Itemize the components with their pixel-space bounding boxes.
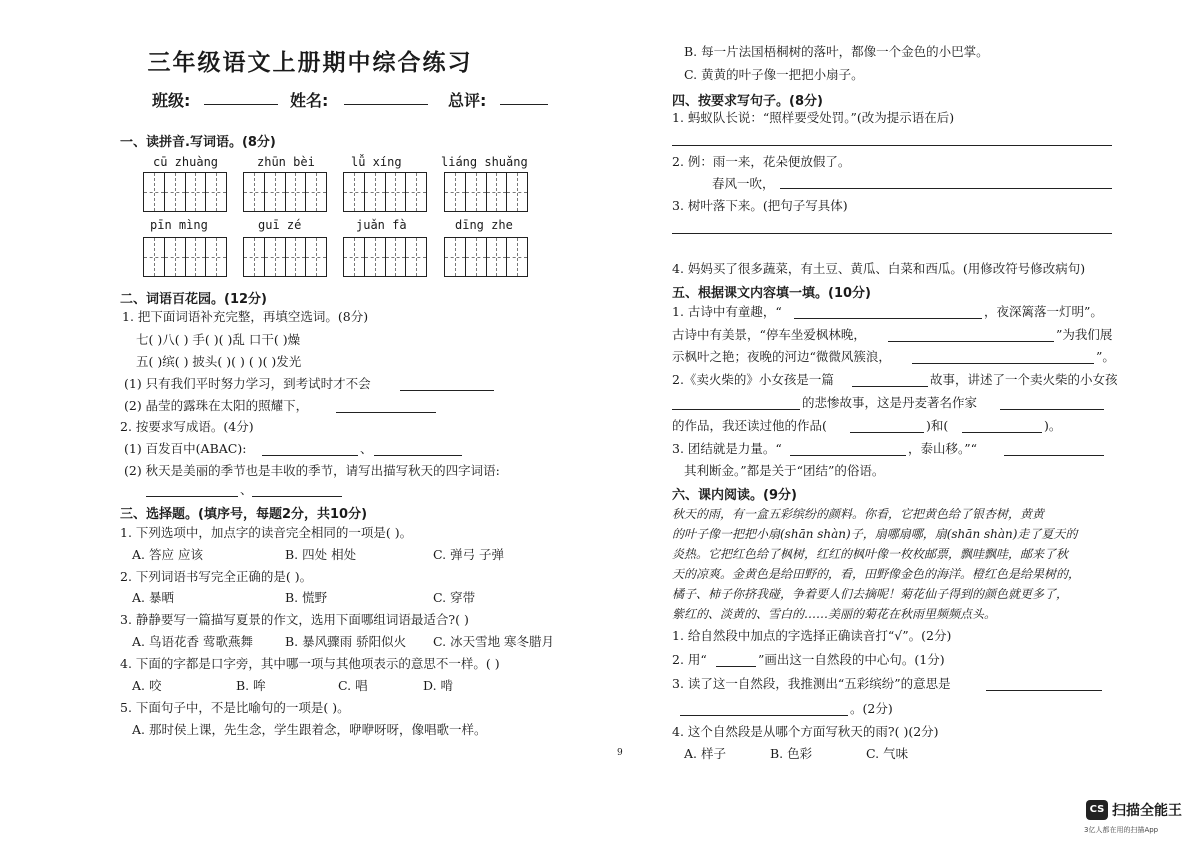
idiom-row[interactable]: 七( )八( ) 手( )( )乱 口干( )燥 xyxy=(136,332,301,347)
section-5-heading: 五、根据课文内容填一填。(10分) xyxy=(672,286,871,301)
question-text: )和( xyxy=(926,418,949,433)
question-text: 古诗中有美景，“停车坐爱枫林晚， xyxy=(672,327,866,342)
question-text: 2.《卖火柴的》小女孩是一篇 xyxy=(672,372,834,387)
answer-blank[interactable] xyxy=(716,650,756,667)
watermark-name: 扫描全能王 xyxy=(1112,803,1182,819)
question-text: ”。 xyxy=(1096,349,1115,364)
answer-blank[interactable] xyxy=(888,325,1054,342)
answer-blank[interactable] xyxy=(1004,439,1104,456)
answer-blank[interactable] xyxy=(850,416,924,433)
option[interactable]: C. 唱 xyxy=(338,678,368,693)
question-text: 2. 例：雨一来，花朵便放假了。 xyxy=(672,154,851,169)
question-text: 1. 把下面词语补充完整，再填空选词。(8分) xyxy=(122,309,369,324)
option[interactable]: C. 黄黄的叶子像一把把小扇子。 xyxy=(684,67,864,82)
separator: 、 xyxy=(360,441,373,456)
answer-blank[interactable] xyxy=(986,674,1102,691)
reading-passage-line: 秋天的雨，有一盒五彩缤纷的颜料。你看，它把黄色给了银杏树，黄黄 xyxy=(672,507,1045,521)
question-text: 4. 下面的字都是口字旁，其中哪一项与其他项表示的意思不一样。( ) xyxy=(120,656,500,671)
pinyin-label: guī zé xyxy=(258,218,302,232)
name-field[interactable] xyxy=(344,86,428,105)
option[interactable]: A. 答应 应该 xyxy=(132,547,203,562)
reading-passage-line: 的叶子像一把把小扇(shān shàn)子，扇哪扇哪，扇(shān shàn)走了夏天的 xyxy=(672,527,1078,541)
writing-grid[interactable] xyxy=(243,237,327,277)
pinyin-label: dīng zhe xyxy=(455,218,513,232)
answer-blank[interactable] xyxy=(680,699,848,716)
question-text: 示枫叶之艳；夜晚的河边“微微风簇浪， xyxy=(672,349,891,364)
answer-line[interactable] xyxy=(672,145,1112,146)
page-title: 三年级语文上册期中综合练习 xyxy=(147,50,473,76)
answer-blank[interactable] xyxy=(1000,393,1104,410)
section-2-heading: 二、词语百花园。(12分) xyxy=(120,292,267,307)
question-text: 3. 静静要写一篇描写夏景的作文，选用下面哪组词语最适合?( ) xyxy=(120,612,469,627)
option[interactable]: C. 穿带 xyxy=(433,590,476,605)
writing-grid[interactable] xyxy=(444,237,528,277)
question-text: 1. 古诗中有童趣，“ xyxy=(672,304,782,319)
name-field-label: 姓名: xyxy=(290,91,329,110)
pinyin-label: pīn mìng xyxy=(150,218,208,232)
question-text: 3. 团结就是力量。“ xyxy=(672,441,782,456)
option[interactable]: A. 那时侯上课，先生念，学生跟着念，咿咿呀呀，像唱歌一样。 xyxy=(132,722,487,737)
question-text: )。 xyxy=(1044,418,1062,433)
section-4-heading: 四、按要求写句子。(8分) xyxy=(672,94,823,109)
reading-passage-line: 橘子、柿子你挤我碰，争着要人们去摘呢！菊花仙子得到的颜色就更多了， xyxy=(672,587,1069,601)
score-field[interactable] xyxy=(500,86,548,105)
section-3-heading: 三、选择题。(填序号，每题2分，共10分) xyxy=(120,507,368,522)
option[interactable]: A. 暴晒 xyxy=(132,590,174,605)
answer-blank[interactable] xyxy=(336,396,436,413)
answer-blank[interactable] xyxy=(912,347,1094,364)
question-text: 的悲惨故事，这是丹麦著名作家 xyxy=(802,395,978,410)
question-text: 1. 下列选项中，加点字的读音完全相同的一项是( )。 xyxy=(120,525,413,540)
question-text: 2. 下列词语书写完全正确的是( )。 xyxy=(120,569,313,584)
answer-blank[interactable] xyxy=(252,480,342,497)
answer-blank[interactable] xyxy=(672,393,800,410)
writing-grid[interactable] xyxy=(143,172,227,212)
writing-grid[interactable] xyxy=(444,172,528,212)
section-1-heading: 一、读拼音.写词语。(8分) xyxy=(120,135,276,150)
pinyin-label: juǎn fà xyxy=(356,218,407,232)
camscanner-logo-icon: CS xyxy=(1086,800,1108,820)
option[interactable]: C. 弹弓 子弹 xyxy=(433,547,505,562)
question-text: (1) 百发百中(ABAC): xyxy=(124,441,247,456)
option[interactable]: B. 慌野 xyxy=(285,590,328,605)
question-text: 2. 用“ xyxy=(672,652,707,667)
option[interactable]: A. 鸟语花香 莺歌燕舞 xyxy=(132,634,253,649)
question-text: 5. 下面句子中，不是比喻句的一项是( )。 xyxy=(120,700,350,715)
option[interactable]: B. 色彩 xyxy=(770,746,813,761)
question-text: 其利断金。”都是关于“团结”的俗语。 xyxy=(684,463,885,478)
question-text: ”画出这一自然段的中心句。(1分) xyxy=(758,652,945,667)
class-field[interactable] xyxy=(204,86,278,105)
pinyin-label: lǚ xíng xyxy=(351,155,402,169)
question-text: ，夜深篱落一灯明”。 xyxy=(984,304,1103,319)
question-text: ”为我们展 xyxy=(1056,327,1113,342)
option[interactable]: A. 咬 xyxy=(132,678,162,693)
answer-line[interactable] xyxy=(672,233,1112,234)
option[interactable]: D. 啃 xyxy=(423,678,454,693)
answer-blank[interactable] xyxy=(400,374,494,391)
class-field-label: 班级: xyxy=(152,91,191,110)
writing-grid[interactable] xyxy=(143,237,227,277)
question-text: 。(2分) xyxy=(850,701,893,716)
question-text: 故事，讲述了一个卖火柴的小女孩 xyxy=(930,372,1118,387)
option[interactable]: B. 暴风骤雨 骄阳似火 xyxy=(285,634,407,649)
question-text: 3. 树叶落下来。(把句子写具体) xyxy=(672,198,848,213)
question-text: ，泰山移。”“ xyxy=(908,441,978,456)
reading-passage-line: 炎热。它把红色给了枫树，红红的枫叶像一枚枚邮票，飘哇飘哇，邮来了秋 xyxy=(672,547,1069,561)
option[interactable]: B. 哞 xyxy=(236,678,266,693)
pinyin-label: cū zhuàng xyxy=(153,155,219,169)
option[interactable]: B. 每一片法国梧桐树的落叶，都像一个金色的小巴掌。 xyxy=(684,44,989,59)
question-text: (2) 秋天是美丽的季节也是丰收的季节，请写出描写秋天的四字词语: xyxy=(124,463,500,478)
idiom-row[interactable]: 五( )缤( ) 披头( )( ) ( )( )发光 xyxy=(136,354,302,369)
writing-grid[interactable] xyxy=(343,237,427,277)
question-text: (2) 晶莹的露珠在太阳的照耀下， xyxy=(124,398,309,413)
answer-blank[interactable] xyxy=(852,370,928,387)
option[interactable]: C. 冰天雪地 寒冬腊月 xyxy=(433,634,555,649)
option[interactable]: B. 四处 相处 xyxy=(285,547,357,562)
writing-grid[interactable] xyxy=(343,172,427,212)
question-text: 3. 读了这一自然段，我推测出“五彩缤纷”的意思是 xyxy=(672,676,951,691)
pinyin-label: liáng shuǎng xyxy=(441,155,528,169)
reading-passage-line: 天的凉爽。金黄色是给田野的，看，田野像金色的海洋。橙红色是给果树的， xyxy=(672,567,1081,581)
question-text: (1) 只有我们平时努力学习，到考试时才不会 xyxy=(124,376,371,391)
pinyin-label: zhūn bèi xyxy=(257,155,315,169)
answer-line[interactable] xyxy=(780,188,1112,189)
question-text: 2. 按要求写成语。(4分) xyxy=(120,419,254,434)
question-text: 春风一吹， xyxy=(712,176,775,191)
page-number: 9 xyxy=(617,748,623,758)
question-text: 4. 妈妈买了很多蔬菜，有土豆、黄瓜、白菜和西瓜。(用修改符号修改病句) xyxy=(672,261,1086,276)
writing-grid[interactable] xyxy=(243,172,327,212)
question-text: 1. 给自然段中加点的字选择正确读音打“√”。(2分) xyxy=(672,628,952,643)
answer-blank[interactable] xyxy=(790,439,906,456)
answer-blank[interactable] xyxy=(146,480,238,497)
reading-passage-line: 紫红的、淡黄的、雪白的……美丽的菊花在秋雨里频频点头。 xyxy=(672,607,997,621)
answer-blank[interactable] xyxy=(374,439,462,456)
separator: 、 xyxy=(240,482,253,497)
question-text: 1. 蚂蚁队长说：“照样要受处罚。”(改为提示语在后) xyxy=(672,110,955,125)
score-field-label: 总评: xyxy=(448,91,487,110)
option[interactable]: A. 样子 xyxy=(684,746,726,761)
question-text: 的作品，我还读过他的作品( xyxy=(672,418,827,433)
watermark-tagline: 3亿人都在用的扫描App xyxy=(1084,826,1159,834)
question-text: 4. 这个自然段是从哪个方面写秋天的雨?( )(2分) xyxy=(672,724,939,739)
option[interactable]: C. 气味 xyxy=(866,746,909,761)
answer-blank[interactable] xyxy=(962,416,1042,433)
answer-blank[interactable] xyxy=(794,302,982,319)
section-6-heading: 六、课内阅读。(9分) xyxy=(672,488,797,503)
answer-blank[interactable] xyxy=(262,439,358,456)
